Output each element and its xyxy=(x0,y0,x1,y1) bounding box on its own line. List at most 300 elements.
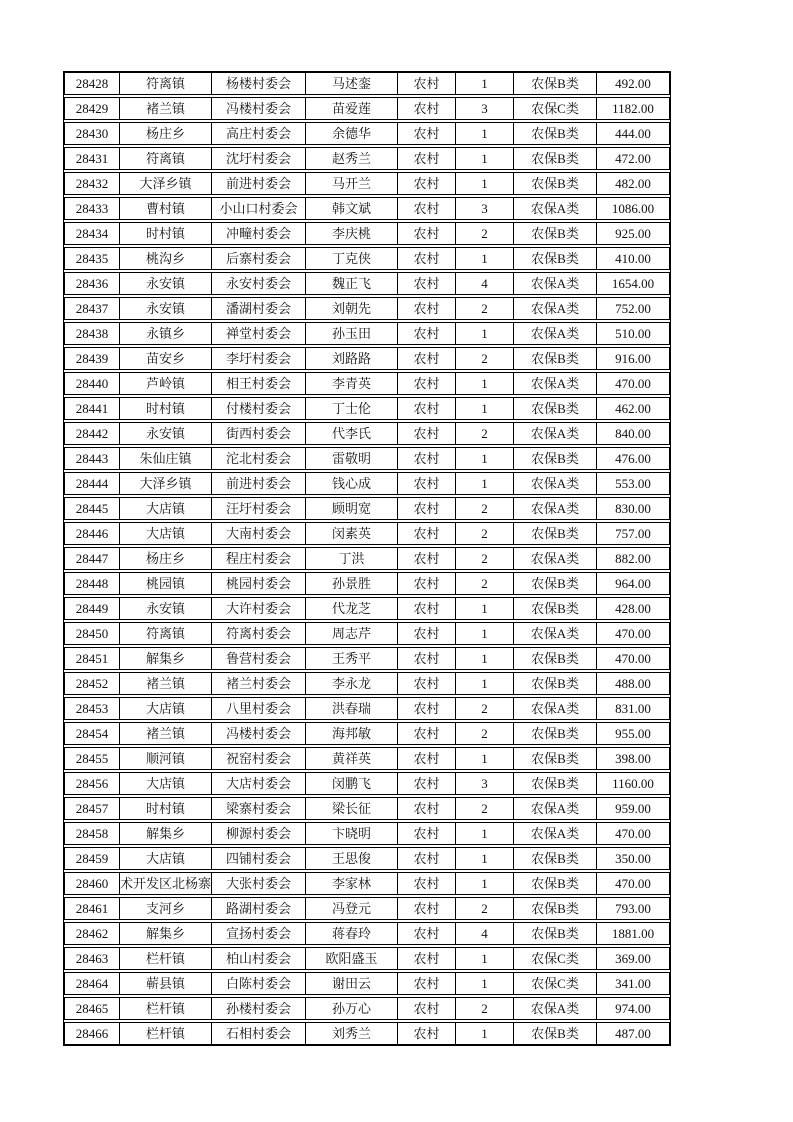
count-cell: 2 xyxy=(456,798,514,819)
village-committee-cell: 大张村委会 xyxy=(212,873,306,894)
town-cell: 大店镇 xyxy=(120,523,212,544)
record-id-cell: 28466 xyxy=(65,1023,120,1044)
person-name-cell: 蒋春玲 xyxy=(306,923,398,944)
insurance-type-cell: 农保A类 xyxy=(514,423,597,444)
amount-cell: 369.00 xyxy=(615,951,651,966)
insurance-type-cell: 农保B类 xyxy=(514,1023,597,1044)
person-name-cell: 欧阳盛玉 xyxy=(306,948,398,969)
town-cell: 桃园镇 xyxy=(120,573,212,594)
category-cell: 农村 xyxy=(398,698,456,719)
insurance-type-cell: 农保B类 xyxy=(514,748,597,769)
table-row xyxy=(64,347,670,370)
village-committee-cell: 汪圩村委会 xyxy=(212,498,306,519)
table-row xyxy=(64,447,670,470)
town-cell: 蕲县镇 xyxy=(120,973,212,994)
count-cell: 1 xyxy=(456,323,514,344)
village-committee-cell: 八里村委会 xyxy=(212,698,306,719)
table-row xyxy=(64,747,670,770)
insurance-type-cell: 农保C类 xyxy=(514,973,597,994)
person-name-cell: 赵秀兰 xyxy=(306,148,398,169)
record-id-cell: 28432 xyxy=(65,173,120,194)
amount-cell: 410.00 xyxy=(615,251,651,266)
amount-cell: 1654.00 xyxy=(611,276,655,291)
person-name-cell: 周志芹 xyxy=(306,623,398,644)
insurance-type-cell: 农保A类 xyxy=(514,273,597,294)
table-row xyxy=(64,997,670,1020)
record-id-cell: 28440 xyxy=(65,373,120,394)
count-cell: 2 xyxy=(456,573,514,594)
amount-cell: 470.00 xyxy=(615,826,651,841)
person-name-cell: 刘秀兰 xyxy=(306,1023,398,1044)
record-id-cell: 28464 xyxy=(65,973,120,994)
category-cell: 农村 xyxy=(398,998,456,1019)
person-name-cell: 钱心成 xyxy=(306,473,398,494)
village-committee-cell: 梁寨村委会 xyxy=(212,798,306,819)
table-row xyxy=(64,422,670,445)
amount-cell: 476.00 xyxy=(615,451,651,466)
count-cell: 1 xyxy=(456,73,514,94)
count-cell: 2 xyxy=(456,348,514,369)
table-row xyxy=(64,872,670,895)
village-committee-cell: 孙楼村委会 xyxy=(212,998,306,1019)
town-cell: 褚兰镇 xyxy=(120,98,212,119)
village-committee-cell: 鲁营村委会 xyxy=(212,648,306,669)
insurance-type-cell: 农保A类 xyxy=(514,198,597,219)
count-cell: 1 xyxy=(456,748,514,769)
town-cell: 符离镇 xyxy=(120,73,212,94)
record-id-cell: 28434 xyxy=(65,223,120,244)
village-committee-cell: 柳源村委会 xyxy=(212,823,306,844)
record-table xyxy=(63,71,671,1046)
count-cell: 4 xyxy=(456,923,514,944)
village-committee-cell: 沱北村委会 xyxy=(212,448,306,469)
category-cell: 农村 xyxy=(398,723,456,744)
category-cell: 农村 xyxy=(398,523,456,544)
town-cell: 永镇乡 xyxy=(120,323,212,344)
insurance-type-cell: 农保B类 xyxy=(514,873,597,894)
record-id-cell: 28465 xyxy=(65,998,120,1019)
amount-cell: 757.00 xyxy=(615,526,651,541)
count-cell: 1 xyxy=(456,973,514,994)
person-name-cell: 丁士伦 xyxy=(306,398,398,419)
record-id-cell: 28455 xyxy=(65,748,120,769)
amount-cell: 482.00 xyxy=(615,176,651,191)
person-name-cell: 刘路路 xyxy=(306,348,398,369)
village-committee-cell: 褚兰村委会 xyxy=(212,673,306,694)
town-cell: 永安镇 xyxy=(120,598,212,619)
category-cell: 农村 xyxy=(398,923,456,944)
person-name-cell: 顾明宽 xyxy=(306,498,398,519)
insurance-type-cell: 农保B类 xyxy=(514,773,597,794)
village-committee-cell: 街西村委会 xyxy=(212,423,306,444)
category-cell: 农村 xyxy=(398,1023,456,1044)
town-cell: 大泽乡镇 xyxy=(120,473,212,494)
person-name-cell: 谢田云 xyxy=(306,973,398,994)
table-row xyxy=(64,797,670,820)
record-id-cell: 28437 xyxy=(65,298,120,319)
table-row xyxy=(64,172,670,195)
person-name-cell: 王思俊 xyxy=(306,848,398,869)
village-committee-cell: 后寨村委会 xyxy=(212,248,306,269)
insurance-type-cell: 农保B类 xyxy=(514,248,597,269)
insurance-type-cell: 农保B类 xyxy=(514,898,597,919)
village-committee-cell: 禅堂村委会 xyxy=(212,323,306,344)
person-name-cell: 刘朝先 xyxy=(306,298,398,319)
record-id-cell: 28436 xyxy=(65,273,120,294)
category-cell: 农村 xyxy=(398,248,456,269)
table-row xyxy=(64,972,670,995)
town-cell: 芦岭镇 xyxy=(120,373,212,394)
person-name-cell: 马开兰 xyxy=(306,173,398,194)
amount-cell: 1881.00 xyxy=(611,926,655,941)
category-cell: 农村 xyxy=(398,498,456,519)
amount-cell: 882.00 xyxy=(615,551,651,566)
insurance-type-cell: 农保B类 xyxy=(514,523,597,544)
table-row xyxy=(64,147,670,170)
table-row xyxy=(64,222,670,245)
count-cell: 3 xyxy=(456,98,514,119)
village-committee-cell: 前进村委会 xyxy=(212,173,306,194)
category-cell: 农村 xyxy=(398,198,456,219)
table-row xyxy=(64,822,670,845)
insurance-type-cell: 农保A类 xyxy=(514,548,597,569)
count-cell: 2 xyxy=(456,223,514,244)
record-id-cell: 28449 xyxy=(65,598,120,619)
category-cell: 农村 xyxy=(398,548,456,569)
record-id-cell: 28443 xyxy=(65,448,120,469)
village-committee-cell: 大店村委会 xyxy=(212,773,306,794)
record-id-cell: 28457 xyxy=(65,798,120,819)
category-cell: 农村 xyxy=(398,848,456,869)
insurance-type-cell: 农保B类 xyxy=(514,923,597,944)
insurance-type-cell: 农保A类 xyxy=(514,373,597,394)
count-cell: 1 xyxy=(456,373,514,394)
count-cell: 1 xyxy=(456,673,514,694)
table-row xyxy=(64,922,670,945)
record-id-cell: 28460 xyxy=(65,873,120,894)
town-cell: 苗安乡 xyxy=(120,348,212,369)
insurance-type-cell: 农保A类 xyxy=(514,698,597,719)
village-committee-cell: 白陈村委会 xyxy=(212,973,306,994)
town-cell: 大店镇 xyxy=(120,698,212,719)
amount-cell: 488.00 xyxy=(615,676,651,691)
record-id-cell: 28444 xyxy=(65,473,120,494)
village-committee-cell: 李圩村委会 xyxy=(212,348,306,369)
category-cell: 农村 xyxy=(398,473,456,494)
category-cell: 农村 xyxy=(398,298,456,319)
category-cell: 农村 xyxy=(398,273,456,294)
table-row xyxy=(64,322,670,345)
record-id-cell: 28459 xyxy=(65,848,120,869)
town-cell: 符离镇 xyxy=(120,623,212,644)
count-cell: 4 xyxy=(456,273,514,294)
count-cell: 1 xyxy=(456,848,514,869)
person-name-cell: 卞晓明 xyxy=(306,823,398,844)
category-cell: 农村 xyxy=(398,598,456,619)
person-name-cell: 孙景胜 xyxy=(306,573,398,594)
town-cell: 永安镇 xyxy=(120,298,212,319)
amount-cell: 553.00 xyxy=(615,476,651,491)
table-row xyxy=(64,847,670,870)
person-name-cell: 海邦敏 xyxy=(306,723,398,744)
person-name-cell: 代龙芝 xyxy=(306,598,398,619)
record-id-cell: 28454 xyxy=(65,723,120,744)
village-committee-cell: 前进村委会 xyxy=(212,473,306,494)
village-committee-cell: 路湖村委会 xyxy=(212,898,306,919)
town-cell: 顺河镇 xyxy=(120,748,212,769)
count-cell: 2 xyxy=(456,723,514,744)
amount-cell: 510.00 xyxy=(615,326,651,341)
insurance-type-cell: 农保A类 xyxy=(514,623,597,644)
town-cell: 褚兰镇 xyxy=(120,723,212,744)
record-id-cell: 28428 xyxy=(65,73,120,94)
category-cell: 农村 xyxy=(398,748,456,769)
insurance-type-cell: 农保B类 xyxy=(514,598,597,619)
category-cell: 农村 xyxy=(398,73,456,94)
town-cell: 支河乡 xyxy=(120,898,212,919)
village-committee-cell: 潘湖村委会 xyxy=(212,298,306,319)
category-cell: 农村 xyxy=(398,398,456,419)
insurance-type-cell: 农保A类 xyxy=(514,998,597,1019)
table-row xyxy=(64,472,670,495)
record-id-cell: 28463 xyxy=(65,948,120,969)
insurance-type-cell: 农保C类 xyxy=(514,948,597,969)
town-cell: 杨庄乡 xyxy=(120,123,212,144)
person-name-cell: 李青英 xyxy=(306,373,398,394)
town-cell: 永安镇 xyxy=(120,423,212,444)
category-cell: 农村 xyxy=(398,648,456,669)
amount-cell: 398.00 xyxy=(615,751,651,766)
village-committee-cell: 祝窑村委会 xyxy=(212,748,306,769)
count-cell: 1 xyxy=(456,473,514,494)
village-committee-cell: 冯楼村委会 xyxy=(212,723,306,744)
town-cell: 大店镇 xyxy=(120,498,212,519)
insurance-type-cell: 农保B类 xyxy=(514,848,597,869)
town-cell: 时村镇 xyxy=(120,223,212,244)
amount-cell: 492.00 xyxy=(615,76,651,91)
count-cell: 1 xyxy=(456,248,514,269)
town-cell: 栏杆镇 xyxy=(120,948,212,969)
person-name-cell: 冯登元 xyxy=(306,898,398,919)
village-committee-cell: 符离村委会 xyxy=(212,623,306,644)
person-name-cell: 黄祥英 xyxy=(306,748,398,769)
category-cell: 农村 xyxy=(398,773,456,794)
amount-cell: 830.00 xyxy=(615,501,651,516)
insurance-type-cell: 农保B类 xyxy=(514,223,597,244)
count-cell: 1 xyxy=(456,148,514,169)
town-cell: 栏杆镇 xyxy=(120,1023,212,1044)
person-name-cell: 李永龙 xyxy=(306,673,398,694)
amount-cell: 831.00 xyxy=(615,701,651,716)
category-cell: 农村 xyxy=(398,873,456,894)
person-name-cell: 梁长征 xyxy=(306,798,398,819)
insurance-type-cell: 农保B类 xyxy=(514,673,597,694)
town-cell: 解集乡 xyxy=(120,823,212,844)
table-row xyxy=(64,497,670,520)
category-cell: 农村 xyxy=(398,98,456,119)
category-cell: 农村 xyxy=(398,623,456,644)
record-id-cell: 28458 xyxy=(65,823,120,844)
table-row xyxy=(64,647,670,670)
record-id-cell: 28446 xyxy=(65,523,120,544)
table-row xyxy=(64,622,670,645)
insurance-type-cell: 农保B类 xyxy=(514,398,597,419)
category-cell: 农村 xyxy=(398,123,456,144)
person-name-cell: 丁克侠 xyxy=(306,248,398,269)
person-name-cell: 魏正飞 xyxy=(306,273,398,294)
table-row xyxy=(64,547,670,570)
amount-cell: 793.00 xyxy=(615,901,651,916)
count-cell: 1 xyxy=(456,623,514,644)
count-cell: 3 xyxy=(456,198,514,219)
category-cell: 农村 xyxy=(398,673,456,694)
amount-cell: 1182.00 xyxy=(612,101,654,116)
record-id-cell: 28453 xyxy=(65,698,120,719)
record-id-cell: 28450 xyxy=(65,623,120,644)
village-committee-cell: 程庄村委会 xyxy=(212,548,306,569)
person-name-cell: 余德华 xyxy=(306,123,398,144)
town-cell: 时村镇 xyxy=(120,398,212,419)
person-name-cell: 苗爱莲 xyxy=(306,98,398,119)
insurance-type-cell: 农保B类 xyxy=(514,73,597,94)
village-committee-cell: 桃园村委会 xyxy=(212,573,306,594)
village-committee-cell: 永安村委会 xyxy=(212,273,306,294)
amount-cell: 955.00 xyxy=(615,726,651,741)
town-cell: 大店镇 xyxy=(120,848,212,869)
insurance-type-cell: 农保B类 xyxy=(514,123,597,144)
count-cell: 1 xyxy=(456,448,514,469)
category-cell: 农村 xyxy=(398,573,456,594)
amount-cell: 470.00 xyxy=(615,376,651,391)
amount-cell: 462.00 xyxy=(615,401,651,416)
amount-cell: 341.00 xyxy=(615,976,651,991)
table-row xyxy=(64,122,670,145)
record-id-cell: 28447 xyxy=(65,548,120,569)
person-name-cell: 闵素英 xyxy=(306,523,398,544)
insurance-type-cell: 农保A类 xyxy=(514,823,597,844)
village-committee-cell: 四铺村委会 xyxy=(212,848,306,869)
village-committee-cell: 冯楼村委会 xyxy=(212,98,306,119)
amount-cell: 925.00 xyxy=(615,226,651,241)
category-cell: 农村 xyxy=(398,898,456,919)
record-id-cell: 28451 xyxy=(65,648,120,669)
village-committee-cell: 杨楼村委会 xyxy=(212,73,306,94)
count-cell: 2 xyxy=(456,898,514,919)
amount-cell: 350.00 xyxy=(615,851,651,866)
insurance-type-cell: 农保B类 xyxy=(514,573,597,594)
village-committee-cell: 石相村委会 xyxy=(212,1023,306,1044)
town-cell: 栏杆镇 xyxy=(120,998,212,1019)
amount-cell: 916.00 xyxy=(615,351,651,366)
record-id-cell: 28431 xyxy=(65,148,120,169)
town-cell: 大店镇 xyxy=(120,773,212,794)
village-committee-cell: 柏山村委会 xyxy=(212,948,306,969)
table-row xyxy=(64,72,670,95)
record-id-cell: 28445 xyxy=(65,498,120,519)
village-committee-cell: 大南村委会 xyxy=(212,523,306,544)
table-row xyxy=(64,897,670,920)
insurance-type-cell: 农保B类 xyxy=(514,173,597,194)
amount-cell: 974.00 xyxy=(615,1001,651,1016)
amount-cell: 752.00 xyxy=(615,301,651,316)
town-cell: 桃沟乡 xyxy=(120,248,212,269)
person-name-cell: 马述銮 xyxy=(306,73,398,94)
category-cell: 农村 xyxy=(398,823,456,844)
record-id-cell: 28462 xyxy=(65,923,120,944)
amount-cell: 959.00 xyxy=(615,801,651,816)
amount-cell: 840.00 xyxy=(615,426,651,441)
table-row xyxy=(64,597,670,620)
village-committee-cell: 大许村委会 xyxy=(212,598,306,619)
count-cell: 2 xyxy=(456,998,514,1019)
amount-cell: 470.00 xyxy=(615,626,651,641)
record-id-cell: 28438 xyxy=(65,323,120,344)
town-cell: 解集乡 xyxy=(120,923,212,944)
category-cell: 农村 xyxy=(398,323,456,344)
town-cell: 大泽乡镇 xyxy=(120,173,212,194)
table-row xyxy=(64,197,670,220)
town-cell: 永安镇 xyxy=(120,273,212,294)
village-committee-cell: 宣扬村委会 xyxy=(212,923,306,944)
count-cell: 2 xyxy=(456,298,514,319)
insurance-type-cell: 农保A类 xyxy=(514,798,597,819)
record-id-cell: 28441 xyxy=(65,398,120,419)
record-id-cell: 28448 xyxy=(65,573,120,594)
amount-cell: 470.00 xyxy=(615,876,651,891)
record-id-cell: 28439 xyxy=(65,348,120,369)
insurance-type-cell: 农保B类 xyxy=(514,723,597,744)
category-cell: 农村 xyxy=(398,973,456,994)
record-id-cell: 28435 xyxy=(65,248,120,269)
amount-cell: 1086.00 xyxy=(611,201,655,216)
table-row xyxy=(64,772,670,795)
person-name-cell: 闵鹏飞 xyxy=(306,773,398,794)
table-row xyxy=(64,672,670,695)
village-committee-cell: 相王村委会 xyxy=(212,373,306,394)
amount-cell: 444.00 xyxy=(615,126,651,141)
person-name-cell: 王秀平 xyxy=(306,648,398,669)
category-cell: 农村 xyxy=(398,348,456,369)
count-cell: 2 xyxy=(456,498,514,519)
town-cell: 褚兰镇 xyxy=(120,673,212,694)
category-cell: 农村 xyxy=(398,223,456,244)
insurance-type-cell: 农保C类 xyxy=(514,98,597,119)
record-id-cell: 28442 xyxy=(65,423,120,444)
town-cell: 曹村镇 xyxy=(120,198,212,219)
insurance-type-cell: 农保A类 xyxy=(514,473,597,494)
person-name-cell: 雷敬明 xyxy=(306,448,398,469)
village-committee-cell: 付楼村委会 xyxy=(212,398,306,419)
table-row xyxy=(64,722,670,745)
count-cell: 2 xyxy=(456,523,514,544)
person-name-cell: 李家林 xyxy=(306,873,398,894)
town-cell: 朱仙庄镇 xyxy=(120,448,212,469)
category-cell: 农村 xyxy=(398,373,456,394)
category-cell: 农村 xyxy=(398,948,456,969)
insurance-type-cell: 农保A类 xyxy=(514,298,597,319)
insurance-type-cell: 农保A类 xyxy=(514,498,597,519)
record-id-cell: 28461 xyxy=(65,898,120,919)
town-cell: 术开发区北杨寨 xyxy=(120,873,212,894)
amount-cell: 470.00 xyxy=(615,651,651,666)
amount-cell: 487.00 xyxy=(615,1026,651,1041)
table-row xyxy=(64,372,670,395)
count-cell: 1 xyxy=(456,873,514,894)
count-cell: 1 xyxy=(456,823,514,844)
person-name-cell: 孙万心 xyxy=(306,998,398,1019)
table-row xyxy=(64,247,670,270)
category-cell: 农村 xyxy=(398,148,456,169)
